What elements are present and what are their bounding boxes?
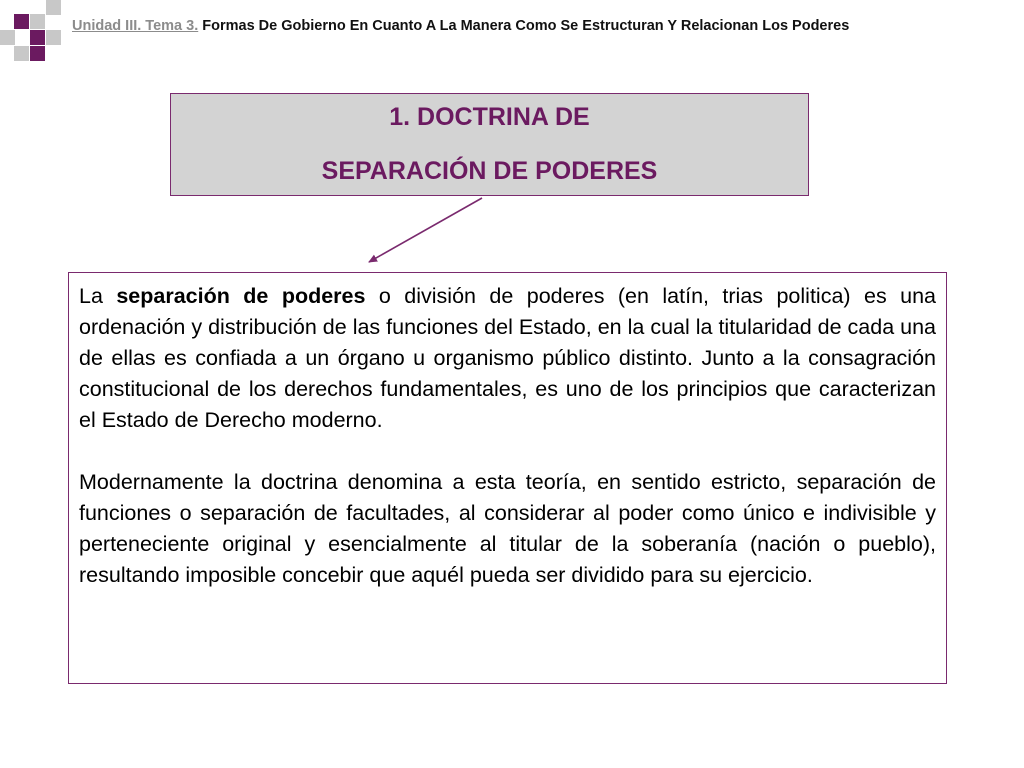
paragraph-1-rest: o división de poderes (en latín, trias politica) es una ordenación y distribución de las funciones del Estado, en la cual la titularidad de cada una de ellas es confiada a un órgano u organismo público distinto. Junto a la consagración constitucional de los derechos fundamentales, es uno de los principios que caracterizan el Estado de Derecho moderno. <box>79 284 936 432</box>
title-line-1: 1. DOCTRINA DE <box>389 103 590 131</box>
paragraph-2: Modernamente la doctrina denomina a esta teoría, en sentido estricto, separación de funciones o separación de facultades, al considerar al poder como único e indivisible y perteneciente original y esencialmente al titular de la soberanía (nación o pueblo), resultando imposible concebir que aquél pueda ser dividido para su ejercicio. <box>79 470 936 587</box>
paragraph-1-bold: separación de poderes <box>116 284 366 308</box>
arrow-line <box>369 198 482 262</box>
paragraph-1-start: La <box>79 284 117 308</box>
content-box <box>68 272 947 684</box>
header-unit: Unidad III. Tema 3. <box>72 18 199 34</box>
paragraph-1 <box>79 281 936 436</box>
header-topic: Formas De Gobierno En Cuanto A La Manera Como Se Estructuran Y Relacionan Los Poderes <box>202 18 850 34</box>
title-line-2: SEPARACIÓN DE PODERES <box>321 157 658 185</box>
